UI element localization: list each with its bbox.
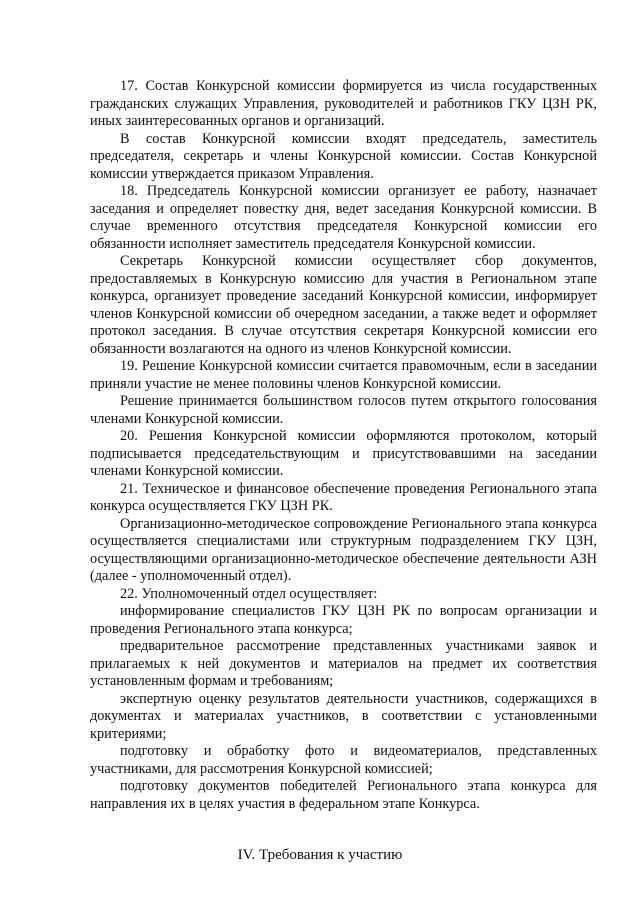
document-body	[90, 78, 597, 813]
section-heading: IV. Требования к участию	[237, 847, 403, 863]
list-item-informing: информирование специалистов ГКУ ЦЗН РК по вопросам организации и проведения Регионального этапа конкурса;	[90, 603, 597, 637]
list-item-expert-evaluation: экспертную оценку результатов деятельности участников, содержащихся в документах и материалах участников, в соответствии с установленными критериями;	[90, 690, 597, 742]
paragraph-18: 18. Председатель Конкурсной комиссии организует ее работу, назначает заседания и определяет повестку дня, ведет заседания Конкурсной комиссии. В случае временного отсутствия председателя Конкурсной комиссии его обязанности исполняет заместитель председателя Конкурсной комиссии.	[90, 183, 597, 252]
paragraph-21: 21. Техническое и финансовое обеспечение проведения Регионального этапа конкурса осуществляется ГКУ ЦЗН РК.	[90, 480, 597, 514]
paragraph-19: 19. Решение Конкурсной комиссии считается правомочным, если в заседании приняли участие не менее половины членов Конкурсной комиссии.	[90, 358, 597, 392]
paragraph-methodical-support: Организационно-методическое сопровождение Регионального этапа конкурса осуществляется специалистами или структурным подразделением ГКУ ЦЗН, осуществляющими организационно-методическое обеспечение деятельности АЗН (далее - уполномоченный отдел).	[90, 515, 597, 584]
paragraph-20: 20. Решения Конкурсной комиссии оформляются протоколом, который подписывается председательствующим и присутствовавшими на заседании членами Конкурсной комиссии.	[90, 428, 597, 479]
paragraph-commission-composition: В состав Конкурсной комиссии входят председатель, заместитель председателя, секретарь и члены Конкурсной комиссии. Состав Конкурсной комиссии утверждается приказом Управления.	[90, 130, 597, 182]
list-item-media-preparation: подготовку и обработку фото и видеоматериалов, представленных участниками, для рассмотрения Конкурсной комиссией;	[90, 743, 597, 777]
list-item-winners-documents: подготовку документов победителей Регионального этапа конкурса для направления их в целях участия в федеральном этапе Конкурса.	[90, 778, 597, 812]
paragraph-decision: Решение принимается большинством голосов путем открытого голосования членами Конкурсной комиссии.	[90, 393, 597, 427]
paragraph-secretary: Секретарь Конкурсной комиссии осуществляет сбор документов, предоставляемых в Конкурсную комиссию для участия в Региональном этапе конкурса, организует проведение заседаний Конкурсной комиссии, информирует членов Конкурсной комиссии об очередном заседании, а также ведет и оформляет протокол заседания. В случае отсутствия секретаря Конкурсной комиссии его обязанности возлагаются на одного из членов Конкурсной комиссии.	[90, 253, 597, 357]
paragraph-22: 22. Уполномоченный отдел осуществляет:	[120, 585, 378, 602]
list-item-preliminary-review: предварительное рассмотрение представленных участниками заявок и прилагаемых к ней документов и материалов на предмет их соответствия установленным формам и требованиям;	[90, 638, 597, 689]
paragraph-17: 17. Состав Конкурсной комиссии формируется из числа государственных гражданских служащих Управления, руководителей и работников ГКУ ЦЗН РК, иных заинтересованных органов и организаций.	[90, 78, 597, 129]
